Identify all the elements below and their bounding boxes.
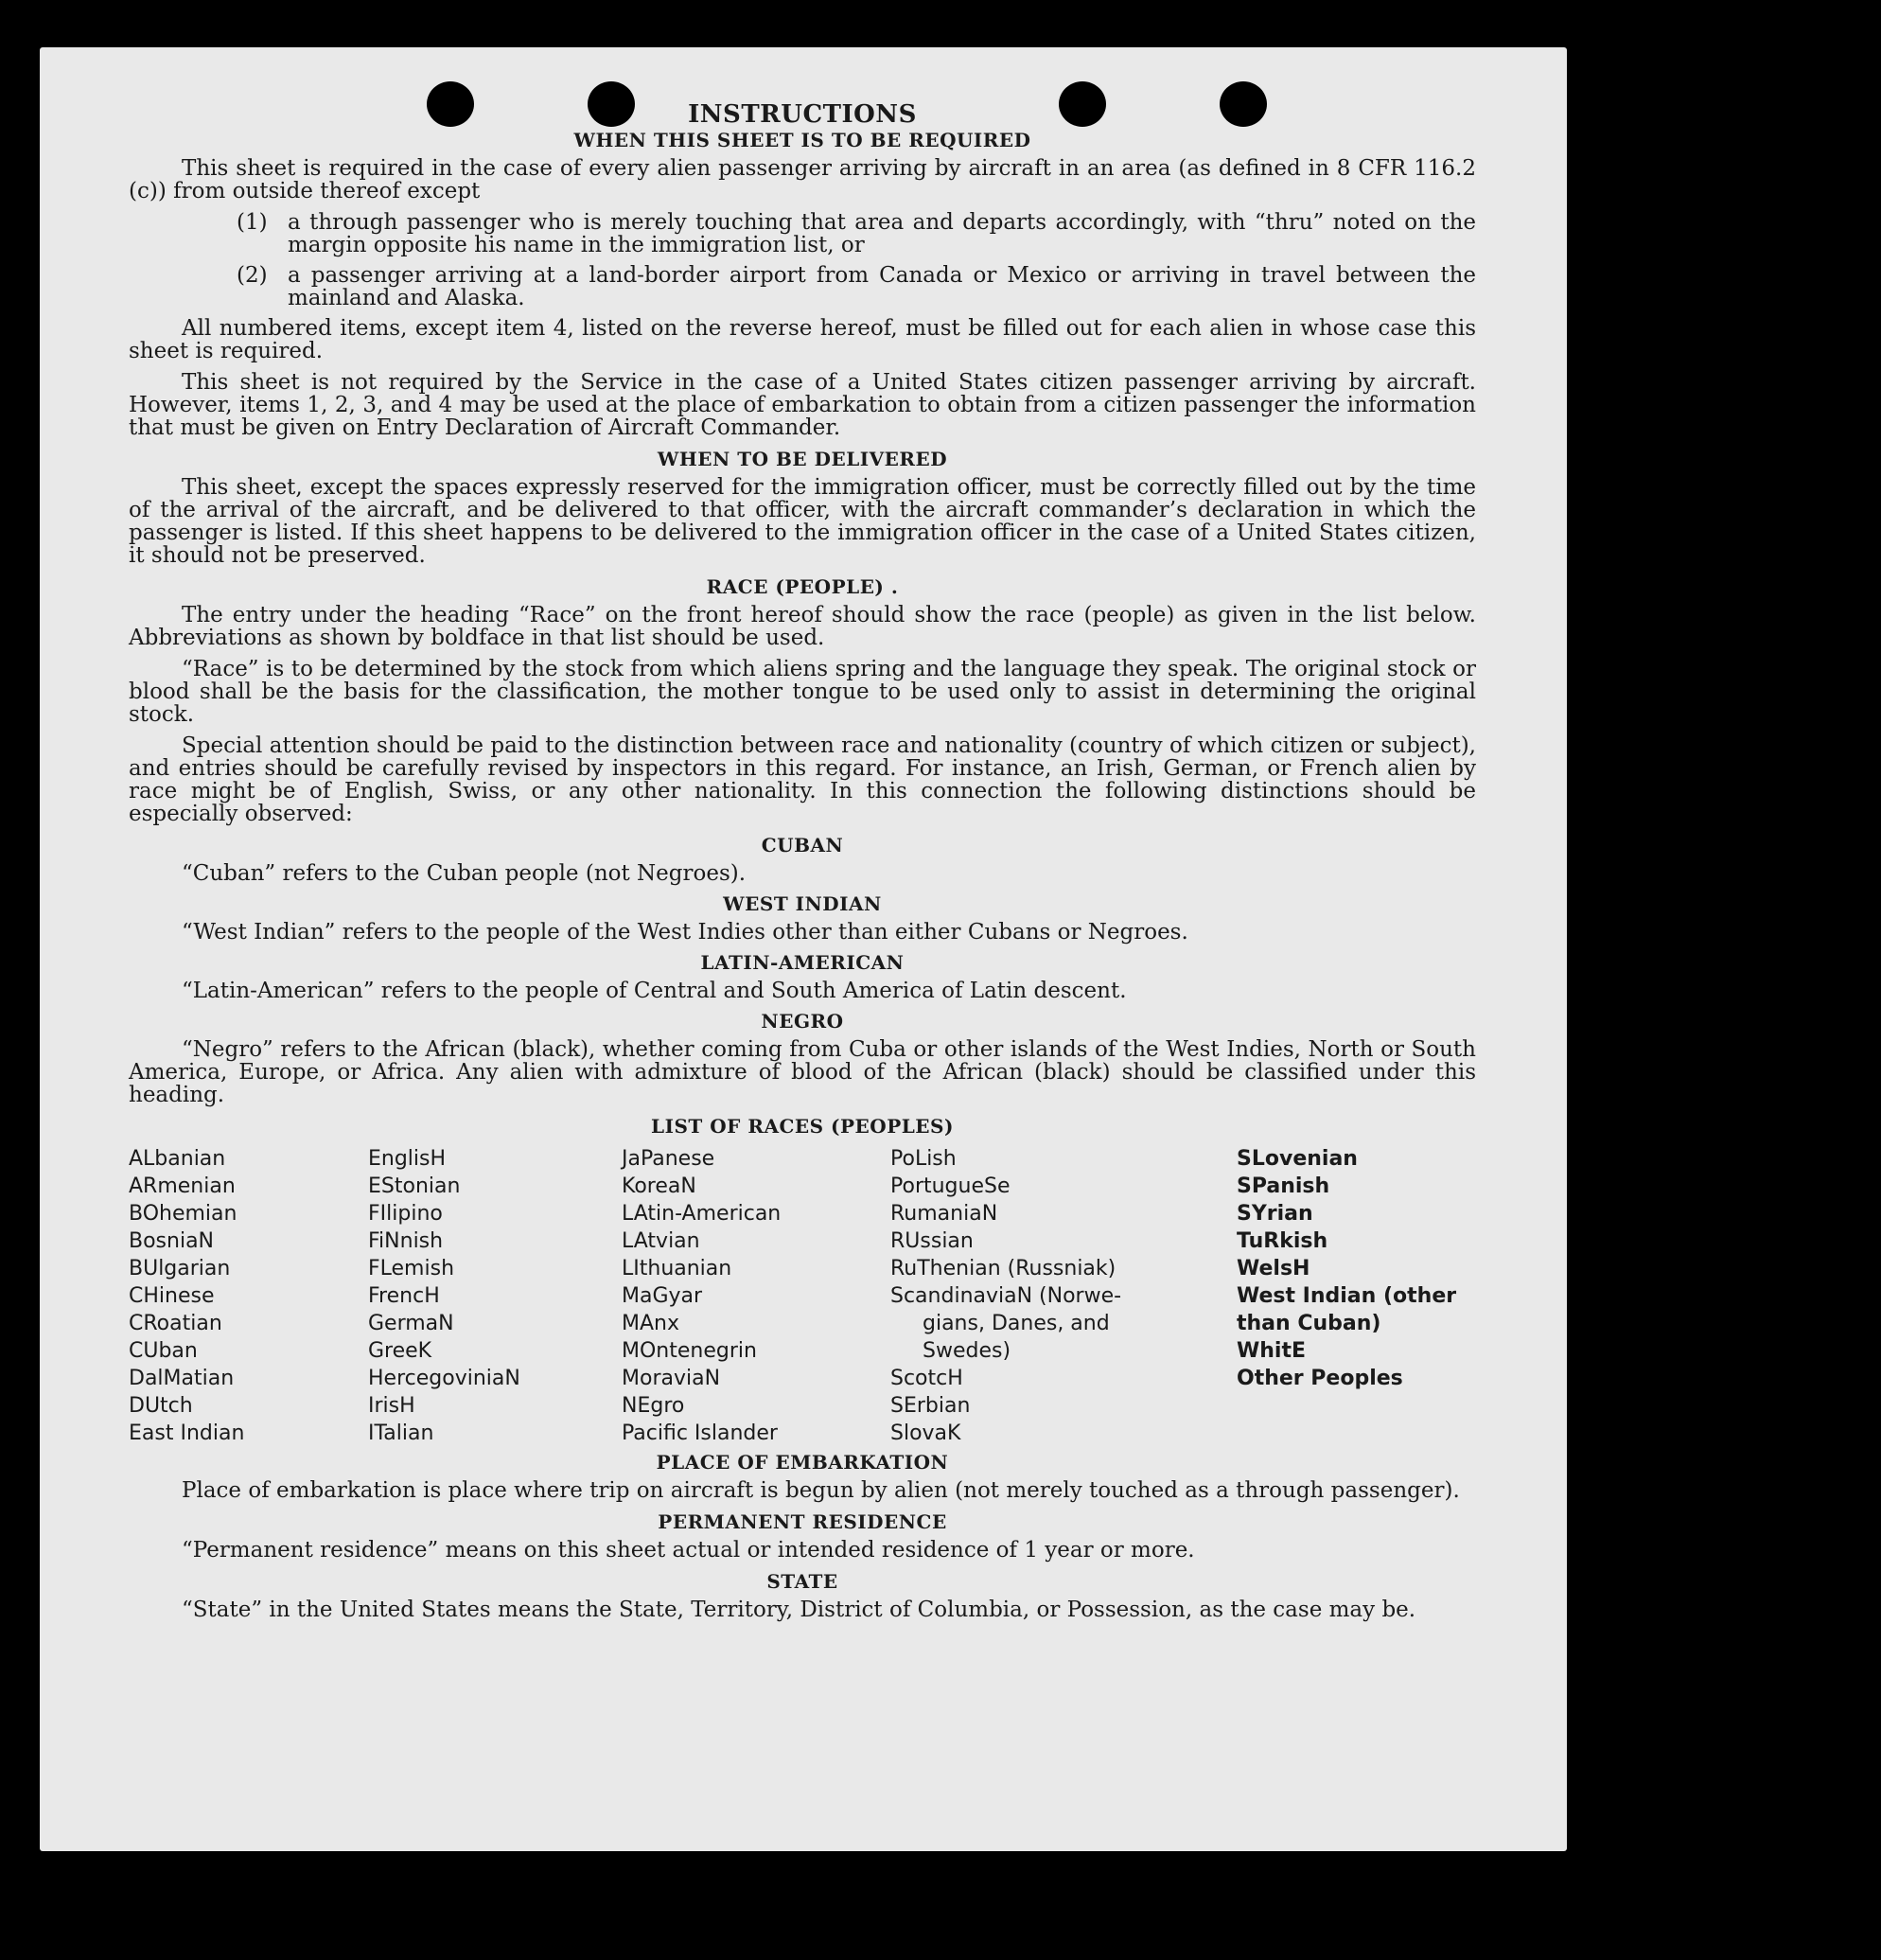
- delivered-paragraph: This sheet, except the spaces expressly reserved for the immigration officer, must be correctly filled out by the time of the arrival of the aircraft, and be delivered to that officer, with the aircraft commander’s declaration in which the passenger is listed. If this sheet happens to be delivered to the immigration officer in the case of a United States citizen, it should not be preserved.: [129, 475, 1476, 568]
- race-entry: BUlgarian: [129, 1257, 231, 1280]
- race-entry: Other Peoples: [1237, 1367, 1403, 1390]
- race-entry: MAnx: [622, 1312, 679, 1335]
- race-entry: ScandinaviaN (Norwe-: [890, 1284, 1122, 1308]
- race-entry: SPanish: [1237, 1174, 1330, 1198]
- race-entry: PoLish: [890, 1147, 957, 1171]
- race-paragraph-1: The entry under the heading “Race” on the front hereof should show the race (people) as given in the list below. Abbreviations as shown by boldface in that list should be used.: [129, 603, 1476, 650]
- race-entry: FiNnish: [368, 1229, 444, 1253]
- race-entry: LIthuanian: [622, 1257, 732, 1280]
- race-entry: ScotcH: [890, 1367, 963, 1390]
- race-entry: ALbanian: [129, 1147, 226, 1171]
- races-column: [622, 1145, 890, 1447]
- race-entry: DUtch: [129, 1394, 193, 1418]
- races-list: [129, 1145, 1476, 1447]
- race-entry: FLemish: [368, 1257, 455, 1280]
- instructions-content: [129, 100, 1476, 1630]
- race-entry: LAtin-American: [622, 1202, 782, 1226]
- embarkation-paragraph: Place of embarkation is place where trip on aircraft is begun by alien (not merely touched as a through passenger).: [182, 1478, 1460, 1503]
- section-heading-state: STATE: [766, 1570, 838, 1593]
- races-column: [129, 1145, 368, 1447]
- race-entry: MOntenegrin: [622, 1339, 757, 1363]
- west-indian-paragraph: “West Indian” refers to the people of the West Indies other than either Cubans or Negroes.: [182, 920, 1188, 945]
- race-entry-continuation-text: Swedes): [923, 1339, 1011, 1363]
- race-entry: East Indian: [129, 1421, 245, 1445]
- exception-item: [129, 211, 1476, 256]
- race-entry: RumaniaN: [890, 1202, 998, 1226]
- negro-paragraph: “Negro” refers to the African (black), whether coming from Cuba or other islands of the West Indies, North or South America, Europe, or Africa. Any alien with admixture of blood of the African (black) should be classified under this heading.: [129, 1037, 1476, 1107]
- exception-item: [129, 264, 1476, 309]
- race-entry: IrisH: [368, 1394, 415, 1418]
- race-entry: MaGyar: [622, 1284, 703, 1308]
- section-heading-residence: PERMANENT RESIDENCE: [658, 1510, 947, 1533]
- races-column: [1237, 1145, 1476, 1447]
- race-entry: SYrian: [1237, 1202, 1313, 1226]
- section-heading-list-of-races: LIST OF RACES (PEOPLES): [651, 1115, 954, 1138]
- race-entry-continuation-text: gians, Danes, and: [923, 1312, 1110, 1335]
- race-entry: SLovenian: [1237, 1147, 1358, 1171]
- item-number: (2): [237, 263, 268, 288]
- race-entry: FrencH: [368, 1284, 440, 1308]
- race-entry: ITalian: [368, 1421, 434, 1445]
- race-entry: BosniaN: [129, 1229, 215, 1253]
- race-entry: WhitE: [1237, 1339, 1307, 1363]
- race-entry: PortugueSe: [890, 1174, 1011, 1198]
- race-entry: RuThenian (Russniak): [890, 1257, 1116, 1280]
- race-entry: Pacific Islander: [622, 1421, 778, 1445]
- race-entry: WelsH: [1237, 1257, 1310, 1280]
- race-entry-continuation: [890, 1337, 1237, 1365]
- race-entry: RUssian: [890, 1229, 974, 1253]
- race-entry: GermaN: [368, 1312, 454, 1335]
- race-entry: EStonian: [368, 1174, 461, 1198]
- races-column: [368, 1145, 622, 1447]
- section-heading-latin-american: LATIN-AMERICAN: [700, 951, 905, 974]
- race-entry: TuRkish: [1237, 1229, 1328, 1253]
- residence-paragraph: “Permanent residence” means on this sheet actual or intended residence of 1 year or more.: [182, 1538, 1195, 1563]
- race-paragraph-3: Special attention should be paid to the distinction between race and nationality (country of which citizen or subject), and entries should be carefully revised by inspectors in this regard. For instance, an Irish, German, or French alien by race might be of English, Swiss, or any other nationality. In this connection the following distinctions should be especially observed:: [129, 733, 1476, 826]
- document-sheet: [40, 47, 1567, 1851]
- race-entry: GreeK: [368, 1339, 432, 1363]
- race-entry: than Cuban): [1237, 1312, 1381, 1335]
- item-text: a passenger arriving at a land-border airport from Canada or Mexico or arriving in travel between the mainland and Alaska.: [288, 263, 1476, 310]
- page-title: INSTRUCTIONS: [688, 100, 917, 129]
- race-entry: CRoatian: [129, 1312, 222, 1335]
- section-heading-embarkation: PLACE OF EMBARKATION: [656, 1451, 949, 1474]
- latin-american-paragraph: “Latin-American” refers to the people of Central and South America of Latin descent.: [182, 979, 1127, 1003]
- section-heading-negro: NEGRO: [761, 1010, 844, 1033]
- section-heading-cuban: CUBAN: [761, 834, 844, 856]
- race-entry: LAtvian: [622, 1229, 700, 1253]
- cuban-paragraph: “Cuban” refers to the Cuban people (not Negroes).: [182, 861, 747, 886]
- item-text: a through passenger who is merely touching that area and departs accordingly, with “thru” noted on the margin opposite his name in the immigration list, or: [288, 210, 1476, 257]
- race-entry: ARmenian: [129, 1174, 236, 1198]
- section-heading-required: WHEN THIS SHEET IS TO BE REQUIRED: [573, 129, 1031, 151]
- section-heading-race: RACE (PEOPLE) .: [706, 575, 899, 598]
- race-entry: DalMatian: [129, 1367, 235, 1390]
- race-entry: MoraviaN: [622, 1367, 721, 1390]
- race-entry: SErbian: [890, 1394, 971, 1418]
- race-paragraph-2: “Race” is to be determined by the stock from which aliens spring and the language they speak. The original stock or blood shall be the basis for the classification, the mother tongue to be used only to assist in determining the original stock.: [129, 657, 1476, 727]
- section-heading-west-indian: WEST INDIAN: [723, 892, 882, 915]
- race-entry: HercegoviniaN: [368, 1367, 520, 1390]
- state-paragraph: “State” in the United States means the State, Territory, District of Columbia, or Possession, as the case may be.: [182, 1598, 1416, 1622]
- race-entry: SlovaK: [890, 1421, 961, 1445]
- race-entry: BOhemian: [129, 1202, 237, 1226]
- race-entry-continuation: [890, 1310, 1237, 1337]
- race-entry: CHinese: [129, 1284, 215, 1308]
- race-entry: FIlipino: [368, 1202, 443, 1226]
- race-entry: West Indian (other: [1237, 1284, 1457, 1308]
- required-intro: This sheet is required in the case of every alien passenger arriving by aircraft in an area (as defined in 8 CFR 116.2 (c)) from outside thereof except: [129, 156, 1476, 203]
- race-entry: JaPanese: [622, 1147, 715, 1171]
- race-entry: CUban: [129, 1339, 198, 1363]
- race-entry: EnglisH: [368, 1147, 447, 1171]
- section-heading-delivered: WHEN TO BE DELIVERED: [657, 448, 948, 470]
- citizen-paragraph: This sheet is not required by the Service in the case of a United States citizen passenger arriving by aircraft. However, items 1, 2, 3, and 4 may be used at the place of embarkation to obtain from a citizen passenger the information that must be given on Entry Declaration of Aircraft Commander.: [129, 370, 1476, 440]
- race-entry: KoreaN: [622, 1174, 696, 1198]
- numbered-items-paragraph: All numbered items, except item 4, listed on the reverse hereof, must be filled out for each alien in whose case this sheet is required.: [129, 316, 1476, 363]
- races-column: [890, 1145, 1237, 1447]
- item-number: (1): [237, 210, 268, 235]
- race-entry: NEgro: [622, 1394, 685, 1418]
